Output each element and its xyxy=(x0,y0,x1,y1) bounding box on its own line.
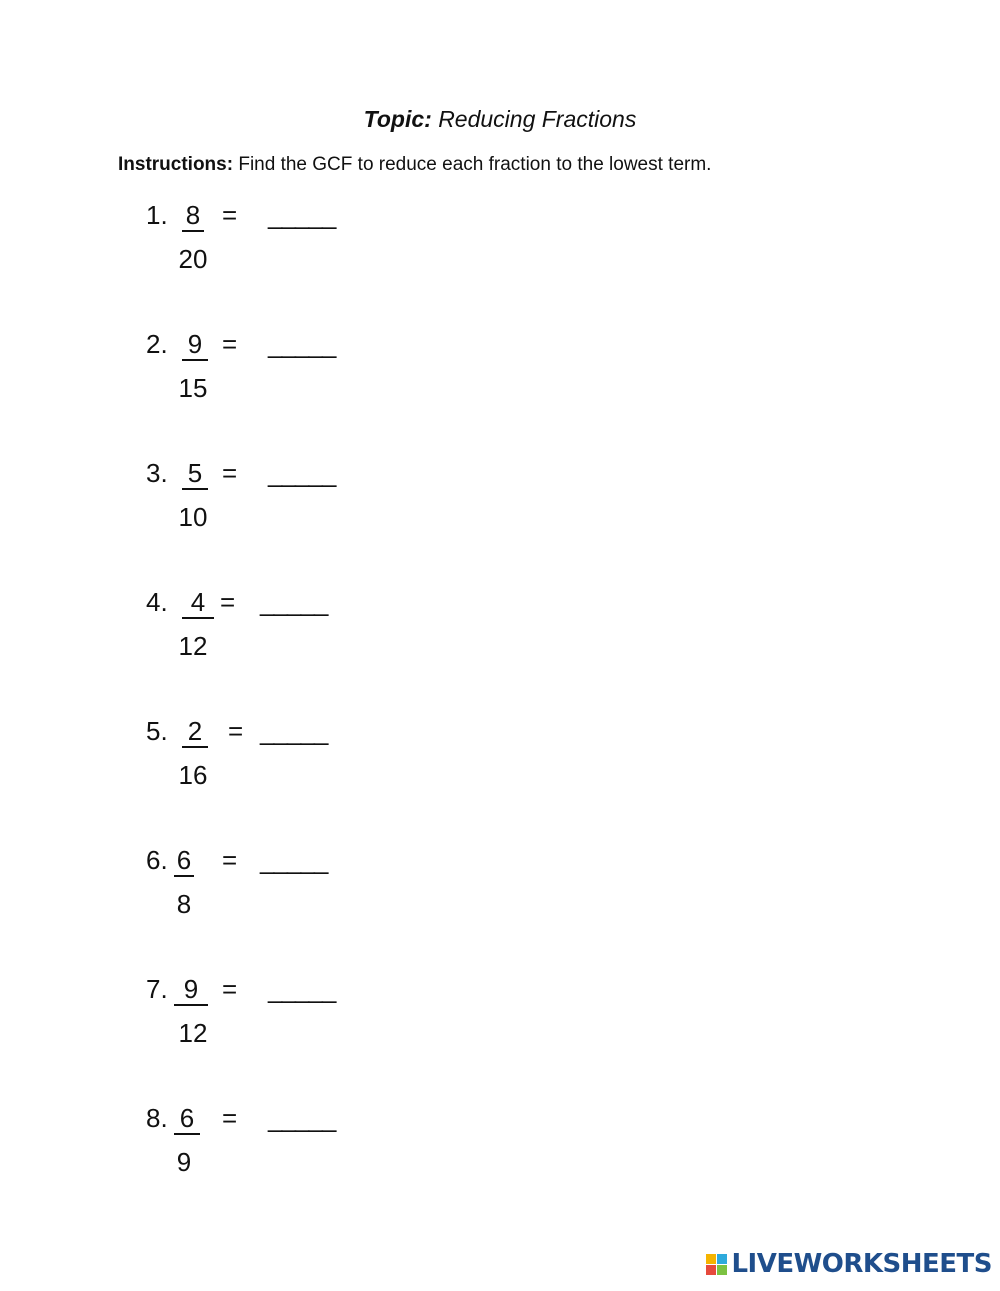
logo-cell xyxy=(706,1254,716,1264)
answer-blank[interactable]: _____ xyxy=(260,845,328,875)
problem-number: 7. xyxy=(146,974,168,1004)
equals-sign: = xyxy=(222,845,238,875)
numerator: 6 xyxy=(174,1103,200,1135)
problem-number: 6. xyxy=(146,845,168,875)
problem-3 xyxy=(146,458,446,558)
logo-cell xyxy=(706,1265,716,1275)
equals-sign: = xyxy=(228,716,244,746)
numerator: 9 xyxy=(174,974,208,1006)
problem-8 xyxy=(146,1103,446,1203)
denominator: 20 xyxy=(178,244,208,274)
problem-number: 5. xyxy=(146,716,168,746)
denominator: 16 xyxy=(178,760,208,790)
topic-value: Reducing Fractions xyxy=(438,106,637,132)
answer-blank[interactable]: _____ xyxy=(260,716,328,746)
problem-1 xyxy=(146,200,446,300)
problem-number: 8. xyxy=(146,1103,168,1133)
instructions-label: Instructions: xyxy=(118,154,234,175)
denominator: 12 xyxy=(178,1018,208,1048)
problem-number: 4. xyxy=(146,587,168,617)
liveworksheets-logo-icon xyxy=(706,1254,727,1275)
denominator: 8 xyxy=(176,889,192,919)
equals-sign: = xyxy=(222,974,238,1004)
equals-sign: = xyxy=(220,587,236,617)
problem-4 xyxy=(146,587,446,687)
problem-number: 2. xyxy=(146,329,168,359)
logo-cell xyxy=(717,1254,727,1264)
denominator: 10 xyxy=(178,502,208,532)
page-title xyxy=(0,106,1000,133)
numerator: 4 xyxy=(182,587,214,619)
answer-blank[interactable]: _____ xyxy=(268,974,336,1004)
problem-7 xyxy=(146,974,446,1074)
numerator: 2 xyxy=(182,716,208,748)
equals-sign: = xyxy=(222,458,238,488)
answer-blank[interactable]: _____ xyxy=(268,200,336,230)
problem-6 xyxy=(146,845,446,945)
numerator: 8 xyxy=(182,200,204,232)
answer-blank[interactable]: _____ xyxy=(268,458,336,488)
instructions xyxy=(118,154,711,176)
denominator: 12 xyxy=(178,631,208,661)
equals-sign: = xyxy=(222,200,238,230)
numerator: 6 xyxy=(174,845,194,877)
logo-cell xyxy=(717,1265,727,1275)
denominator: 15 xyxy=(178,373,208,403)
problem-number: 3. xyxy=(146,458,168,488)
problem-2 xyxy=(146,329,446,429)
problem-number: 1. xyxy=(146,200,168,230)
equals-sign: = xyxy=(222,1103,238,1133)
problem-5 xyxy=(146,716,446,816)
topic-label: Topic: xyxy=(363,106,432,132)
answer-blank[interactable]: _____ xyxy=(268,1103,336,1133)
numerator: 9 xyxy=(182,329,208,361)
answer-blank[interactable]: _____ xyxy=(260,587,328,617)
brand-text: LIVEWORKSHEETS xyxy=(731,1249,992,1279)
denominator: 9 xyxy=(176,1147,192,1177)
liveworksheets-brand xyxy=(706,1249,992,1279)
answer-blank[interactable]: _____ xyxy=(268,329,336,359)
numerator: 5 xyxy=(182,458,208,490)
instructions-text: Find the GCF to reduce each fraction to the lowest term. xyxy=(238,154,712,175)
equals-sign: = xyxy=(222,329,238,359)
